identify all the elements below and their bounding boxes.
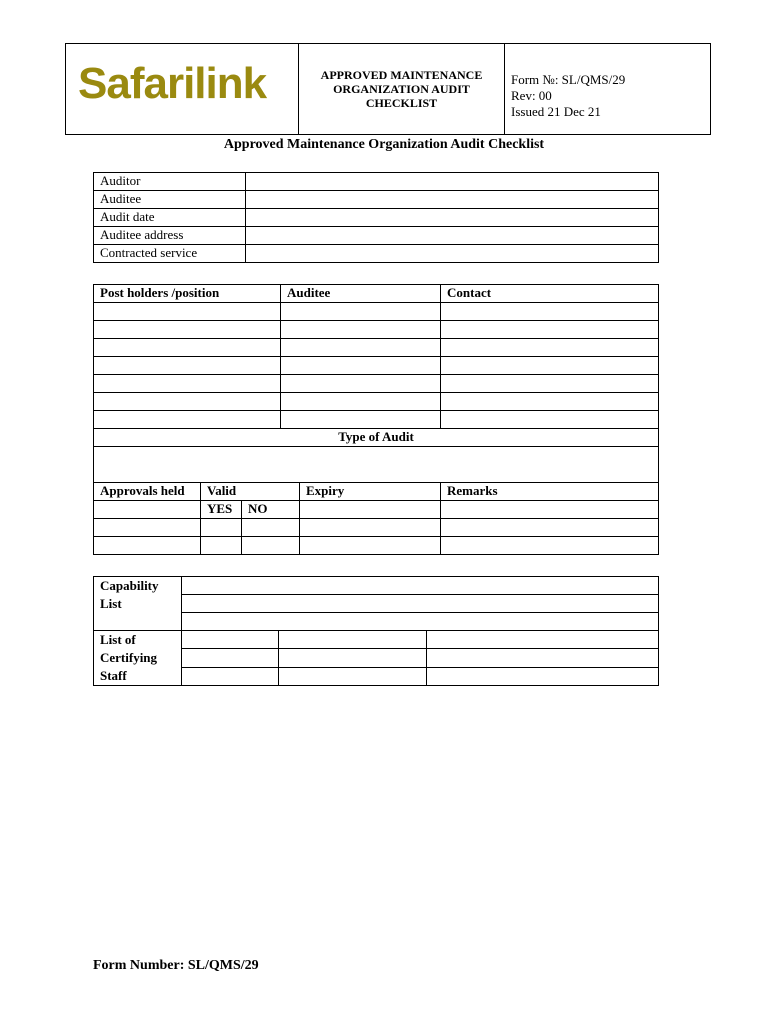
issued-date: Issued 21 Dec 21 [511,104,601,119]
auditee-cell[interactable] [281,303,441,321]
auditor-table [93,172,659,263]
auditee-label: Auditee [94,191,246,209]
post-cell[interactable] [94,393,281,411]
certifying-cell[interactable] [427,631,659,649]
auditee-header: Auditee [281,285,441,303]
document-title-cell [299,44,505,135]
auditor-label: Auditor [94,173,246,191]
auditee-address-field[interactable] [246,227,659,245]
contact-cell[interactable] [441,393,659,411]
capability-list-label [94,577,182,631]
table-row [94,577,659,595]
contact-cell[interactable] [441,339,659,357]
certifying-cell[interactable] [427,667,659,685]
remarks-cell[interactable] [441,537,659,555]
contact-cell[interactable] [441,357,659,375]
approvals-cell[interactable] [94,519,201,537]
doc-title-line1: APPROVED MAINTENANCE [320,68,483,82]
capability-table [93,576,659,686]
post-cell[interactable] [94,357,281,375]
table-row [94,339,659,357]
post-cell[interactable] [94,303,281,321]
remarks-cell[interactable] [441,501,659,519]
approvals-cell[interactable] [94,501,201,519]
contact-cell[interactable] [441,375,659,393]
auditee-cell[interactable] [281,375,441,393]
table-row [94,191,659,209]
capability-field[interactable] [182,613,659,631]
contracted-service-label: Contracted service [94,245,246,263]
post-cell[interactable] [94,339,281,357]
certifying-cell[interactable] [279,667,427,685]
auditee-cell[interactable] [281,339,441,357]
page-title: Approved Maintenance Organization Audit Checklist [223,137,545,152]
table-row [94,357,659,375]
doc-title-line2: ORGANIZATION AUDIT [333,82,470,96]
certifying-cell[interactable] [182,631,279,649]
auditee-cell[interactable] [281,411,441,429]
expiry-cell[interactable] [300,537,441,555]
auditee-cell[interactable] [281,357,441,375]
capability-field[interactable] [182,595,659,613]
capability-label-line2: List [100,596,122,611]
certifying-label-line2: Certifying [100,650,158,665]
certifying-label-line1: List of [100,632,136,647]
doc-title-line3: CHECKLIST [365,96,438,110]
valid-yes-cell[interactable] [201,519,242,537]
post-holders-header: Post holders /position [94,285,281,303]
capability-field[interactable] [182,577,659,595]
type-of-audit-row [94,429,659,447]
expiry-cell[interactable] [300,519,441,537]
type-of-audit-field-row [94,447,659,483]
certifying-cell[interactable] [182,649,279,667]
table-row [94,321,659,339]
expiry-cell[interactable] [300,501,441,519]
certifying-cell[interactable] [279,649,427,667]
table-row [94,209,659,227]
certifying-cell[interactable] [182,667,279,685]
post-cell[interactable] [94,411,281,429]
document-header [65,43,711,135]
approvals-header-row [94,483,659,501]
table-row [94,393,659,411]
certifying-staff-label [94,631,182,686]
remarks-cell[interactable] [441,519,659,537]
type-of-audit-field[interactable] [94,447,659,483]
footer-form-number: Form Number: SL/QMS/29 [93,958,259,973]
post-cell[interactable] [94,321,281,339]
table-row [94,173,659,191]
audit-date-label: Audit date [94,209,246,227]
contact-header: Contact [441,285,659,303]
post-cell[interactable] [94,375,281,393]
capability-label-line1: Capability [100,578,159,593]
valid-no-cell[interactable] [242,519,300,537]
contact-cell[interactable] [441,321,659,339]
revision: Rev: 00 [511,88,552,103]
valid-no-header: NO [242,501,300,519]
post-holders-table [93,284,659,555]
auditee-cell[interactable] [281,321,441,339]
contact-cell[interactable] [441,411,659,429]
contracted-service-field[interactable] [246,245,659,263]
certifying-label-line3: Staff [100,668,127,683]
certifying-cell[interactable] [279,631,427,649]
table-header-row [94,285,659,303]
contact-cell[interactable] [441,303,659,321]
auditee-field[interactable] [246,191,659,209]
valid-header: Valid [201,483,300,501]
type-of-audit-header: Type of Audit [94,429,659,447]
table-row [94,375,659,393]
table-row [94,227,659,245]
approvals-held-header: Approvals held [94,483,201,501]
approvals-cell[interactable] [94,537,201,555]
valid-yes-cell[interactable] [201,537,242,555]
certifying-cell[interactable] [427,649,659,667]
table-row [94,537,659,555]
valid-no-cell[interactable] [242,537,300,555]
form-number: Form №: SL/QMS/29 [511,72,626,87]
logo-cell [66,44,299,135]
audit-date-field[interactable] [246,209,659,227]
form-info-cell [505,44,711,135]
table-row [94,519,659,537]
valid-subheader-row [94,501,659,519]
remarks-header: Remarks [441,483,659,501]
table-row [94,411,659,429]
safarilink-logo: Safarilink [78,59,267,108]
auditee-cell[interactable] [281,393,441,411]
valid-yes-header: YES [201,501,242,519]
auditor-field[interactable] [246,173,659,191]
table-row [94,631,659,649]
table-row [94,303,659,321]
auditee-address-label: Auditee address [94,227,246,245]
table-row [94,245,659,263]
expiry-header: Expiry [300,483,441,501]
